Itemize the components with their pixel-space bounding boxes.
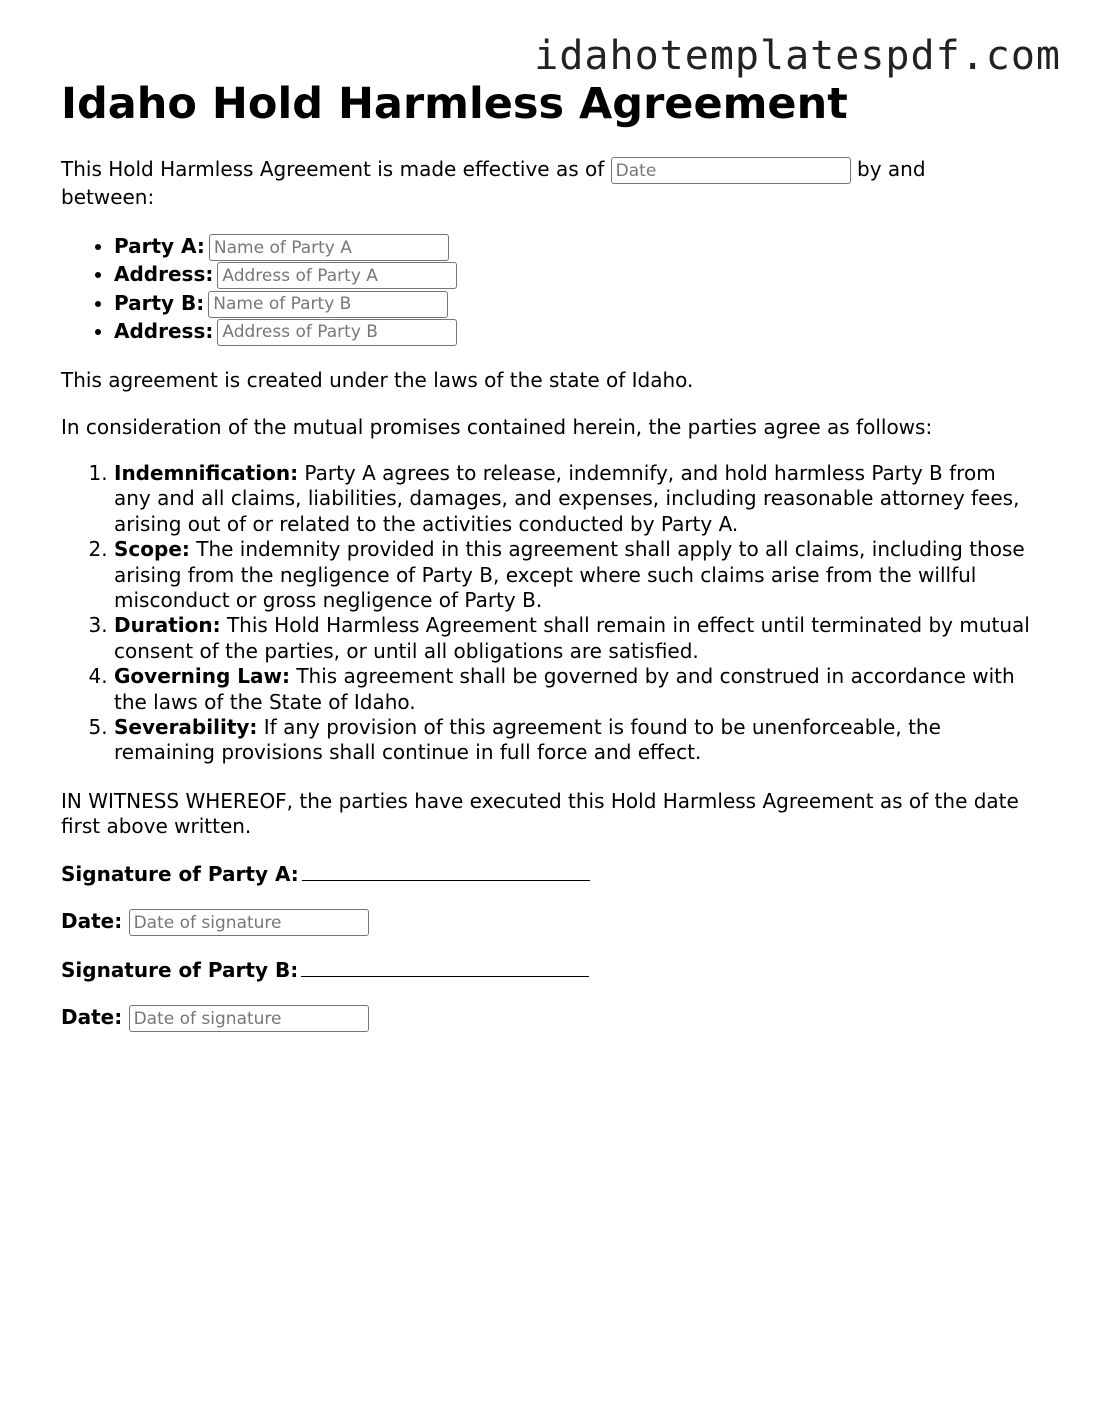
date-a-input[interactable] xyxy=(129,909,369,936)
term-text: The indemnity provided in this agreement shall apply to all claims, including those arising from the negligence of Party B, except where such claims arise from the willful misconduct or gross negligence of Party B. xyxy=(114,537,1025,613)
term-item xyxy=(114,461,1034,537)
term-heading: Severability: xyxy=(114,715,258,740)
term-heading: Indemnification: xyxy=(114,461,299,485)
party-b-address-label: Address: xyxy=(114,318,214,343)
intro-text-after: by and between: xyxy=(61,157,926,209)
term-heading: Governing Law: xyxy=(114,664,290,689)
term-text: Party A agrees to release, indemnify, and hold harmless Party B from any and all claims, liabilities, damages, and expenses, including reasonable attorney fees, arising out of or related to the activities conducted by Party A. xyxy=(114,461,1020,536)
date-a-label: Date: xyxy=(61,909,123,933)
signature-party-a-label: Signature of Party A: xyxy=(61,862,299,886)
term-text: This agreement shall be governed by and construed in accordance with the laws of the State of Idaho. xyxy=(114,664,1015,714)
party-a-label: Party A: xyxy=(114,234,205,258)
site-watermark: idahotemplatespdf.com xyxy=(534,33,1061,79)
term-item xyxy=(114,664,1034,715)
party-a-name-item xyxy=(114,232,457,260)
party-a-address-input[interactable] xyxy=(217,262,457,289)
party-b-name-input[interactable] xyxy=(208,291,448,318)
party-a-address-item xyxy=(114,260,457,288)
date-b-row xyxy=(61,1004,369,1032)
parties-list xyxy=(61,232,457,345)
signature-party-b-label: Signature of Party B: xyxy=(61,958,299,982)
party-b-name-item xyxy=(114,289,457,317)
term-item xyxy=(114,537,1034,613)
witness-statement: IN WITNESS WHEREOF, the parties have executed this Hold Harmless Agreement as of the date first above written. xyxy=(61,789,1019,838)
term-text: If any provision of this agreement is found to be unenforceable, the remaining provisions shall continue in full force and effect. xyxy=(114,715,941,765)
term-heading: Scope: xyxy=(114,537,190,562)
date-a-row xyxy=(61,908,369,936)
law-statement: This agreement is created under the laws of the state of Idaho. xyxy=(61,368,694,392)
party-b-address-input[interactable] xyxy=(217,319,457,346)
effective-date-input[interactable] xyxy=(611,157,851,184)
signature-party-a-row xyxy=(61,860,590,887)
party-b-address-item xyxy=(114,317,457,345)
term-item xyxy=(114,715,1034,766)
date-b-input[interactable] xyxy=(129,1005,369,1032)
party-a-name-input[interactable] xyxy=(209,234,449,261)
term-text: This Hold Harmless Agreement shall remain in effect until terminated by mutual consent of the parties, or until all obligations are satisfied. xyxy=(114,613,1030,663)
signature-party-b-row xyxy=(61,956,589,983)
signature-party-b-line[interactable] xyxy=(301,956,589,977)
terms-list xyxy=(61,461,1034,766)
intro-paragraph xyxy=(61,156,1021,210)
consideration-statement: In consideration of the mutual promises contained herein, the parties agree as follows: xyxy=(61,415,933,439)
term-item xyxy=(114,613,1034,664)
intro-text-before: This Hold Harmless Agreement is made effective as of xyxy=(61,157,605,181)
party-a-address-label: Address: xyxy=(114,262,214,287)
page-title: Idaho Hold Harmless Agreement xyxy=(61,79,848,129)
date-b-label: Date: xyxy=(61,1005,123,1029)
term-heading: Duration: xyxy=(114,613,221,638)
signature-party-a-line[interactable] xyxy=(302,860,590,881)
party-b-label: Party B: xyxy=(114,290,205,315)
